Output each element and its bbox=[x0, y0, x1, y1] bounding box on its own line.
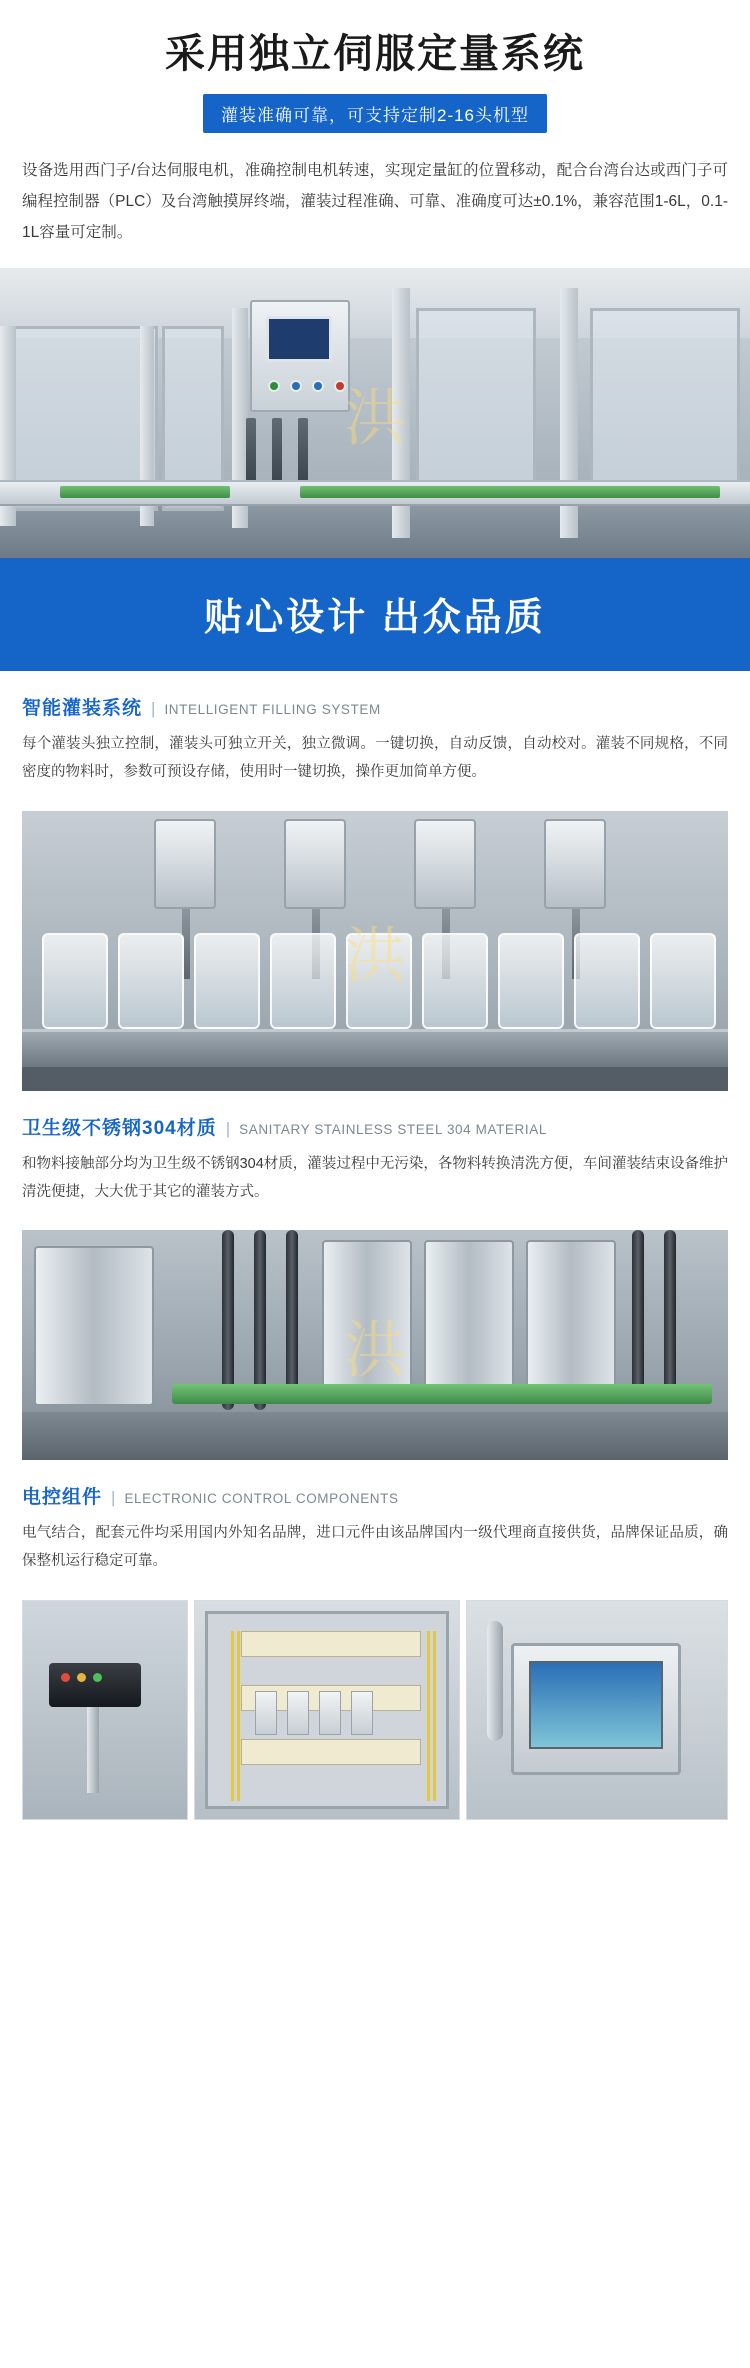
photoelectric-sensor-photo bbox=[22, 1600, 188, 1820]
watermark: 洪 bbox=[343, 1313, 407, 1387]
bottle-3 bbox=[194, 933, 260, 1029]
photo-floor bbox=[0, 503, 750, 558]
wire-bundle-right bbox=[427, 1631, 430, 1801]
watermark: 洪 bbox=[343, 381, 407, 455]
sensor-mount-rod bbox=[87, 1707, 99, 1793]
feature-1-english: INTELLIGENT FILLING SYSTEM bbox=[164, 702, 381, 717]
sensor-led-red bbox=[61, 1673, 70, 1682]
feature-1-heading bbox=[22, 693, 728, 720]
breaker-4 bbox=[351, 1691, 373, 1735]
machine-guard-far-right bbox=[590, 308, 740, 488]
hose-5 bbox=[664, 1230, 676, 1390]
machine-guard-right bbox=[416, 308, 536, 488]
hmi-touch-screen bbox=[266, 316, 332, 362]
stainless-steel-parts-photo bbox=[22, 1230, 728, 1460]
steel-cylinder-1 bbox=[322, 1240, 412, 1390]
mode-button-blue bbox=[290, 380, 302, 392]
watermark: 洪 bbox=[343, 919, 407, 993]
bottle-9 bbox=[650, 933, 716, 1029]
feature-3-divider: | bbox=[111, 1488, 116, 1508]
conveyor-green-strip bbox=[172, 1384, 712, 1404]
bottle-2 bbox=[118, 933, 184, 1029]
filling-line-overview-photo bbox=[0, 268, 750, 558]
feature-stainless-steel bbox=[0, 1091, 750, 1217]
feature-electronic-control bbox=[0, 1460, 750, 1586]
hose-4 bbox=[632, 1230, 644, 1390]
wire-bundle-left-2 bbox=[237, 1631, 240, 1801]
wire-bundle-right-2 bbox=[433, 1631, 436, 1801]
bottle-5 bbox=[346, 933, 412, 1029]
feature-2-divider: | bbox=[225, 1118, 231, 1138]
feature-2-photo-wrap bbox=[0, 1216, 750, 1460]
feature-3-english: ELECTRONIC CONTROL COMPONENTS bbox=[124, 1491, 399, 1507]
feature-3-title: 电控组件 bbox=[22, 1487, 103, 1509]
page-title: 采用独立伺服定量系统 bbox=[165, 32, 585, 76]
feature-1-photo-wrap bbox=[0, 797, 750, 1091]
feature-1-title: 智能灌装系统 bbox=[22, 698, 143, 719]
wire-bundle-left bbox=[231, 1631, 234, 1801]
hero-subtitle-badge: 灌装准确可靠，可支持定制2-16头机型 bbox=[203, 94, 547, 133]
feature-2-description: 和物料接触部分均为卫生级不锈钢304材质，灌装过程中无污染，各物料转换清洗方便，车间灌装结束设备维护清洗便捷，大大优于其它的灌装方式。 bbox=[22, 1155, 728, 1200]
din-rail-3 bbox=[241, 1739, 421, 1765]
cabinet-handle bbox=[487, 1621, 503, 1741]
hose-2 bbox=[254, 1230, 266, 1410]
feature-2-title: 卫生级不锈钢304材质 bbox=[22, 1117, 217, 1139]
sensor-led-green bbox=[93, 1673, 102, 1682]
bottle-7 bbox=[498, 933, 564, 1029]
sensor-led-amber bbox=[77, 1673, 86, 1682]
filling-head-1 bbox=[154, 819, 216, 909]
bottle-1 bbox=[42, 933, 108, 1029]
section-banner: 贴心设计 出众品质 bbox=[0, 558, 750, 671]
conveyor-green-strip-1 bbox=[60, 486, 230, 498]
feature-2-heading bbox=[22, 1113, 728, 1140]
breaker-1 bbox=[255, 1691, 277, 1735]
sensor-body bbox=[49, 1663, 141, 1707]
machine-base bbox=[22, 1067, 728, 1091]
feature-1-divider: | bbox=[151, 699, 156, 718]
steel-tank-left bbox=[34, 1246, 154, 1406]
breaker-3 bbox=[319, 1691, 341, 1735]
conveyor-belt bbox=[22, 1029, 728, 1067]
filling-heads-photo bbox=[22, 811, 728, 1091]
steel-cylinder-2 bbox=[424, 1240, 514, 1390]
steel-cylinder-3 bbox=[526, 1240, 616, 1390]
hose-1 bbox=[222, 1230, 234, 1410]
start-button-green bbox=[268, 380, 280, 392]
din-rail-1 bbox=[241, 1631, 421, 1657]
hero-description: 设备选用西门子/台达伺服电机，准确控制电机转速，实现定量缸的位置移动，配合台湾台达或西门子可编程控制器（PLC）及台湾触摸屏终端，灌装过程准确、可靠、准确度可达±0.1%，兼容范围1-6L，0.1-1L容量可定制。 bbox=[22, 162, 728, 241]
filling-head-4 bbox=[544, 819, 606, 909]
bottle-8 bbox=[574, 933, 640, 1029]
feature-3-description: 电气结合，配套元件均采用国内外知名品牌，进口元件由该品牌国内一级代理商直接供货，品牌保证品质，确保整机运行稳定可靠。 bbox=[22, 1525, 728, 1570]
feature-intelligent-filling bbox=[0, 671, 750, 797]
breaker-2 bbox=[287, 1691, 309, 1735]
feature-3-photo-row bbox=[0, 1586, 750, 1842]
conveyor-green-strip-2 bbox=[300, 486, 720, 498]
bottle-4 bbox=[270, 933, 336, 1029]
touch-screen-panel-photo bbox=[466, 1600, 728, 1820]
bottle-6 bbox=[422, 933, 488, 1029]
stop-button-red bbox=[334, 380, 346, 392]
photo-floor bbox=[22, 1412, 728, 1460]
filling-head-2 bbox=[284, 819, 346, 909]
hose-3 bbox=[286, 1230, 298, 1400]
feature-2-english: SANITARY STAINLESS STEEL 304 MATERIAL bbox=[239, 1121, 547, 1137]
mode-button-blue-2 bbox=[312, 380, 324, 392]
hmi-screen bbox=[529, 1661, 663, 1749]
feature-3-heading bbox=[22, 1482, 728, 1509]
filling-head-3 bbox=[414, 819, 476, 909]
hero-subtitle-wrap bbox=[0, 94, 750, 149]
feature-1-description: 每个灌装头独立控制，灌装头可独立开关，独立微调。一键切换，自动反馈，自动校对。灌装不同规格，不同密度的物料时，参数可预设存储，使用时一键切换，操作更加简单方便。 bbox=[22, 736, 728, 781]
control-cabinet-wiring-photo bbox=[194, 1600, 460, 1820]
